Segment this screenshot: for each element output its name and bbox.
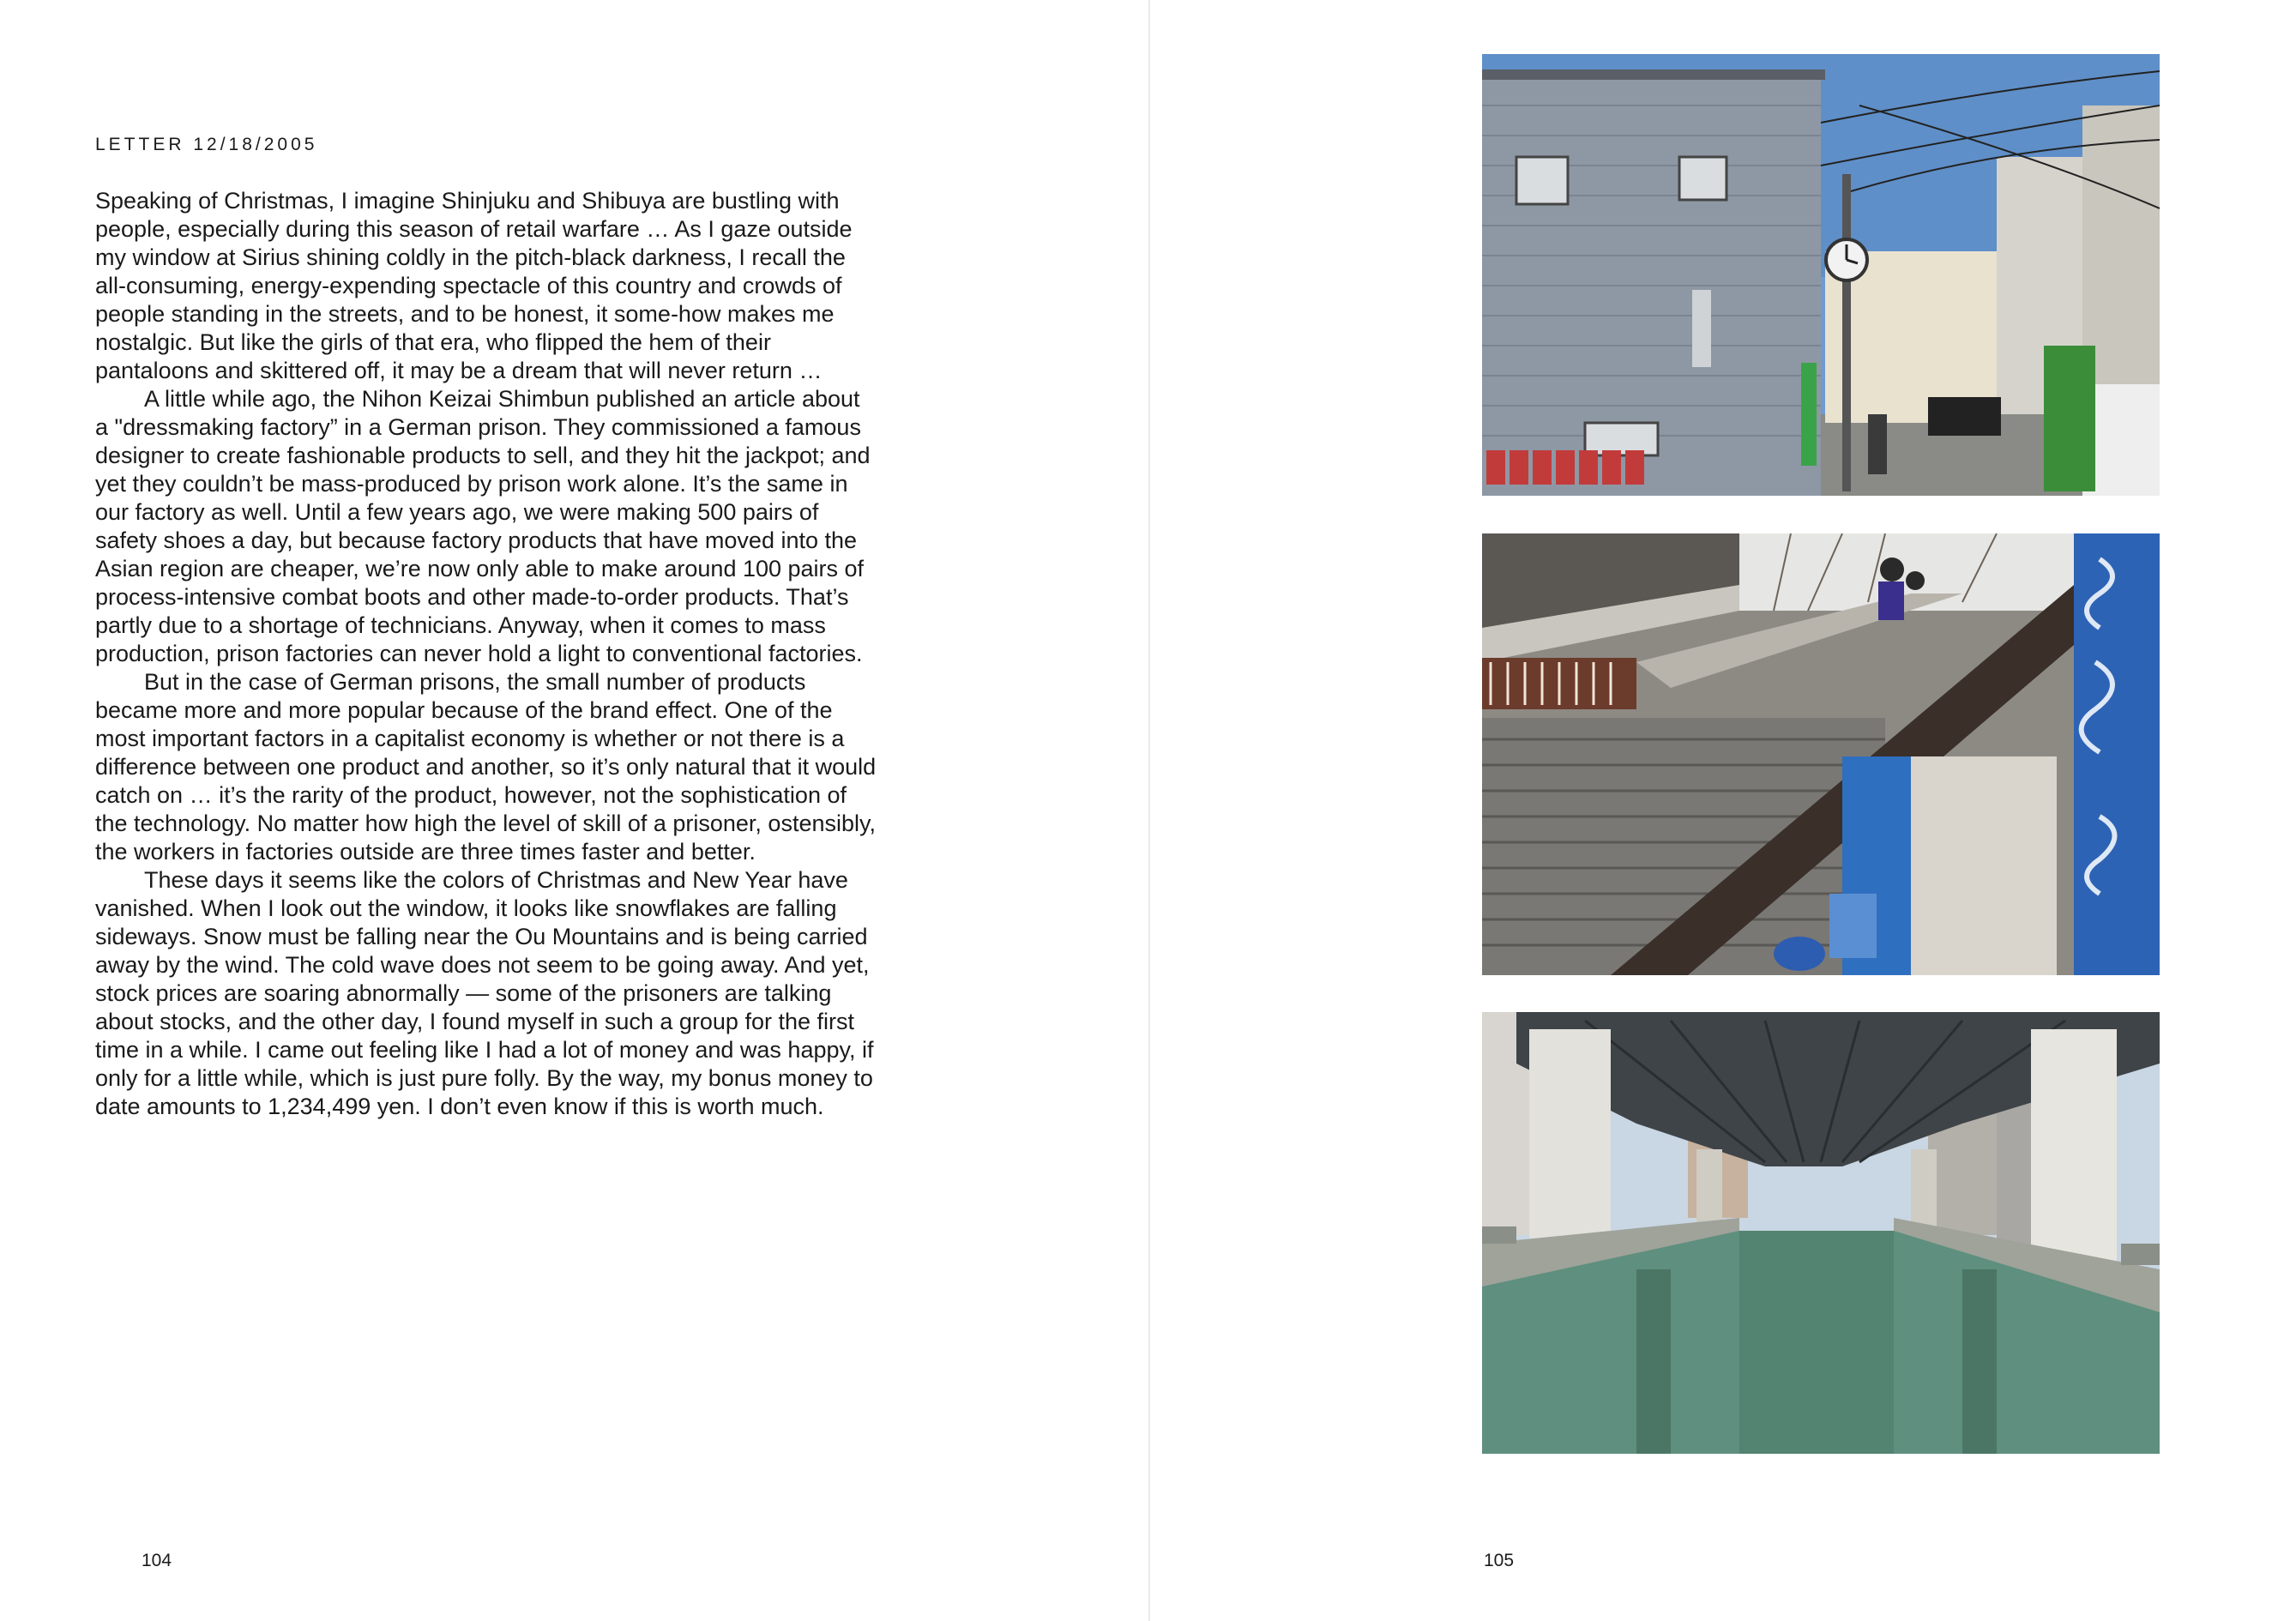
letter-body bbox=[95, 187, 877, 1121]
page-number-left: 104 bbox=[142, 1551, 172, 1570]
paragraph: These days it seems like the colors of Christmas and New Year have vanished. When I look out the window, it looks like snowflakes are falling sideways. Snow must be falling near the Ou Mountains and is being carried away by the wind. The cold wave does not seem to be going away. And yet, stock prices are soaring abnormally — some of the prisoners are talking about stocks, and the other day, I found myself in such a group for the first time in a while. I came out feeling like I had a lot of money and was happy, if only for a little while, which is just pure folly. By the way, my bonus money to date amounts to 1,234,499 yen. I don’t even know if this is worth much. bbox=[95, 867, 874, 1119]
paragraph: A little while ago, the Nihon Keizai Shimbun published an article about a "dressmaking factory” in a German prison. They commissioned a famous designer to create fashionable products to sell, and they hit the jackpot; and yet they couldn’t be mass-produced by prison work alone. It’s the same in our factory as well. Until a few years ago, we were making 500 pairs of safety shoes a day, but because factory products that have moved into the Asian region are cheaper, we’re now only able to make around 100 pairs of process-intensive combat boots and other made-to-order products. That’s partly due to a shortage of technicians. Anyway, when it comes to mass production, prison factories can never hold a light to conventional factories. bbox=[95, 386, 871, 666]
paragraph: Speaking of Christmas, I imagine Shinjuku and Shibuya are bustling with people, especially during this season of retail warfare … As I gaze outside my window at Sirius shining coldly in the pitch-black darkness, I recall the all-consuming, energy-expending spectacle of this country and crowds of people standing in the streets, and to be honest, it some-how makes me nostalgic. But like the girls of that era, who flipped the hem of their pantaloons and skittered off, it may be a dream that will never return … bbox=[95, 188, 853, 383]
photo-street-scene bbox=[1482, 54, 2160, 496]
photo-stairway-underpass bbox=[1482, 533, 2160, 975]
photo-canal-under-highway bbox=[1482, 1012, 2160, 1454]
book-gutter bbox=[1148, 0, 1150, 1621]
letter-heading: LETTER 12/18/2005 bbox=[95, 135, 318, 154]
paragraph: But in the case of German prisons, the small number of products became more and more popular because of the brand effect. One of the most important factors in a capitalist economy is whether or not there is a difference between one product and another, so it’s only natural that it would catch on … it’s the rarity of the product, however, not the sophistication of the technology. No matter how high the level of skill of a prisoner, ostensibly, the workers in factories outside are three times faster and better. bbox=[95, 669, 877, 865]
page-number-right: 105 bbox=[1484, 1551, 1515, 1570]
